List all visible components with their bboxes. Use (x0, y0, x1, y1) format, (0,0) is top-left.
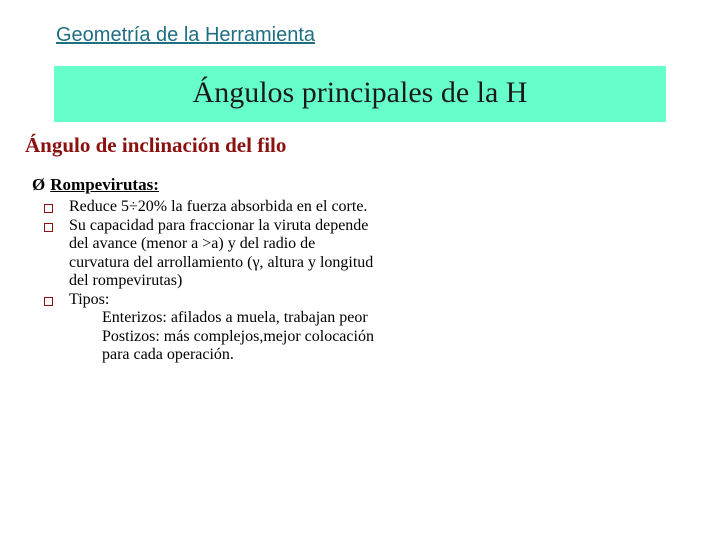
bullet-line: Su capacidad para fraccionar la viruta depende (69, 216, 369, 234)
bullet-line: del avance (menor a >a) y del radio de (69, 235, 316, 252)
square-bullet-icon (44, 204, 53, 213)
topic-label: Rompevirutas: (50, 175, 159, 194)
slide-title: Ángulos principales de la H (192, 76, 528, 109)
square-bullet-icon (44, 223, 53, 232)
bullet-line: Reduce 5÷20% la fuerza absorbida en el corte. (69, 198, 368, 215)
sub-item: Enterizos: afilados a muela, trabajan peor (102, 309, 368, 326)
title-banner (54, 66, 666, 122)
list-item (44, 198, 464, 217)
sub-item: para cada operación. (102, 346, 234, 363)
bullet-line: curvatura del arrollamiento (γ, altura y longitud (69, 253, 374, 271)
topic-heading (32, 175, 159, 195)
bullet-list (44, 198, 464, 365)
list-item (44, 217, 464, 291)
section-heading: Ángulo de inclinación del filo (25, 133, 287, 157)
header-link[interactable]: Geometría de la Herramienta (56, 24, 316, 46)
bullet-line: Tipos: (69, 290, 110, 308)
list-item (44, 291, 464, 365)
arrow-bullet-icon: Ø (32, 175, 46, 194)
sub-item: Postizos: más complejos,mejor colocación (102, 327, 374, 345)
bullet-line: del rompevirutas) (69, 272, 183, 289)
square-bullet-icon (44, 297, 53, 306)
